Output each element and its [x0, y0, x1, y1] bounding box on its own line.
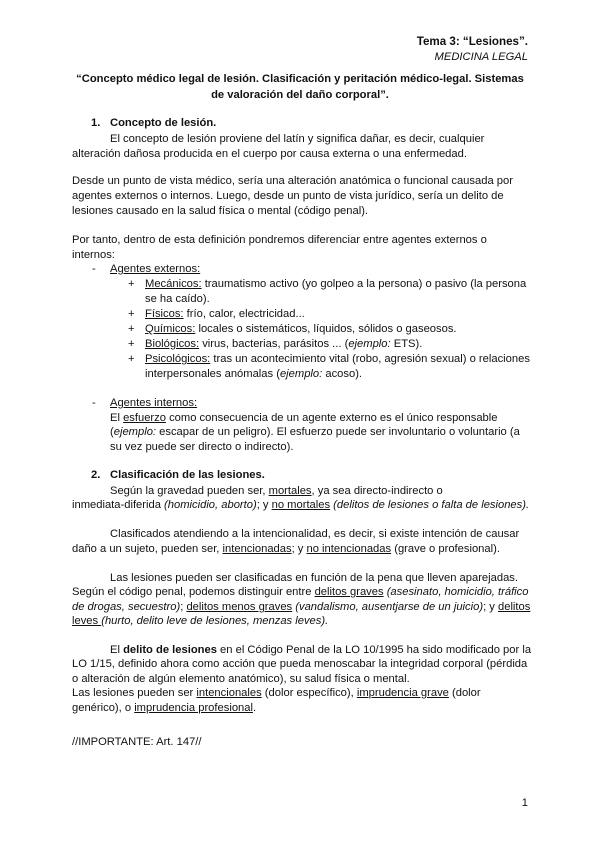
paragraph-text: lesiones causado en la salud física o mental (código penal).: [72, 205, 369, 217]
paragraph-text: El concepto de lesión proviene del latín y significa dañar, es decir, cualquier: [110, 133, 485, 145]
important-note: //IMPORTANTE: Art. 147//: [72, 736, 202, 748]
list-bullet-plus: +: [128, 338, 135, 350]
paragraph-text: Por tanto, dentro de esta definición pondremos diferenciar entre agentes externos o: [72, 234, 487, 246]
paragraph-text: El esfuerzo como consecuencia de un agente externo es el único responsable: [110, 412, 498, 424]
paragraph-text: agentes externos o internos. Luego, desde un punto de vista jurídico, sería un delito de: [72, 190, 504, 202]
list-item-continuation: se ha caído).: [145, 293, 210, 305]
paragraph-text: Clasificados atendiendo a la intencionalidad, es decir, si existe intención de causar: [110, 528, 520, 540]
paragraph-text: leves (hurto, delito leve de lesiones, menzas leves).: [72, 615, 329, 627]
page-number: 1: [521, 797, 528, 809]
paragraph-text: Según el código penal, podemos distinguir entre delitos graves (asesinato, homicidio, tráfico: [72, 586, 529, 598]
section-2-heading: Clasificación de las lesiones.: [110, 469, 265, 481]
section-1-number: 1.: [91, 117, 101, 129]
list-dash: -: [92, 397, 96, 409]
list-dash: -: [92, 263, 96, 275]
internal-agents-label: Agentes internos:: [110, 397, 198, 409]
list-item: Biológicos: virus, bacterias, parásitos ... (ejemplo: ETS).: [145, 338, 423, 350]
topic-title: Tema 3: “Lesiones”.: [416, 35, 528, 48]
external-agents-label: Agentes externos:: [110, 263, 201, 275]
paragraph-text: Las lesiones pueden ser clasificadas en función de la pena que lleven aparejadas.: [110, 572, 519, 584]
section-1-heading: Concepto de lesión.: [110, 117, 217, 129]
subject-label: MEDICINA LEGAL: [434, 51, 528, 63]
list-item: Psicológicos: tras un acontecimiento vital (robo, agresión sexual) o relaciones: [145, 353, 530, 365]
list-bullet-plus: +: [128, 353, 135, 365]
list-item-continuation: interpersonales anómalas (ejemplo: acoso).: [145, 368, 363, 380]
paragraph-text: su vez puede ser directo o indirecto).: [110, 441, 294, 453]
document-title-line-1: “Concepto médico legal de lesión. Clasificación y peritación médico-legal. Sistemas: [76, 73, 524, 85]
list-item: Mecánicos: traumatismo activo (yo golpeo a la persona) o pasivo (la persona: [145, 278, 527, 290]
paragraph-text: o alteración de algún elemento anatómico), su salud física o mental.: [72, 673, 410, 685]
paragraph-text: Desde un punto de vista médico, sería una alteración anatómica o funcional causada por: [72, 175, 513, 187]
section-2-number: 2.: [91, 469, 101, 481]
paragraph-text: LO 1/15, definido ahora como acción que pueda menoscabar la integridad corporal (pérdida: [72, 658, 528, 670]
list-bullet-plus: +: [128, 308, 135, 320]
list-item: Físicos: frío, calor, electricidad...: [145, 308, 305, 320]
paragraph-text: Según la gravedad pueden ser, mortales, ya sea directo-indirecto o: [110, 485, 443, 497]
paragraph-text: de drogas, secuestro); delitos menos graves (vandalismo, ausentjarse de un juicio); y delitos: [72, 601, 531, 613]
paragraph-text: El delito de lesiones en el Código Penal de la LO 10/1995 ha sido modificado por la: [110, 644, 532, 656]
paragraph-text: daño a un sujeto, pueden ser, intencionadas; y no intencionadas (grave o profesional).: [72, 543, 500, 555]
paragraph-text: genérico), o imprudencia profesional.: [72, 702, 257, 714]
paragraph-text: (ejemplo: escapar de un peligro). El esfuerzo puede ser involuntario o voluntario (a: [110, 426, 520, 438]
paragraph-text: internos:: [72, 249, 115, 261]
list-bullet-plus: +: [128, 323, 135, 335]
list-bullet-plus: +: [128, 278, 135, 290]
paragraph-text: alteración dañosa producida en el cuerpo por causa externa o una enfermedad.: [72, 148, 467, 160]
paragraph-text: inmediata-diferida (homicidio, aborto); y no mortales (delitos de lesiones o falta de lesiones).: [72, 499, 530, 511]
paragraph-text: Las lesiones pueden ser intencionales (dolor específico), imprudencia grave (dolor: [72, 687, 481, 699]
document-title-line-2: de valoración del daño corporal”.: [211, 89, 389, 101]
list-item: Químicos: locales o sistemáticos, líquidos, sólidos o gaseosos.: [145, 323, 457, 335]
